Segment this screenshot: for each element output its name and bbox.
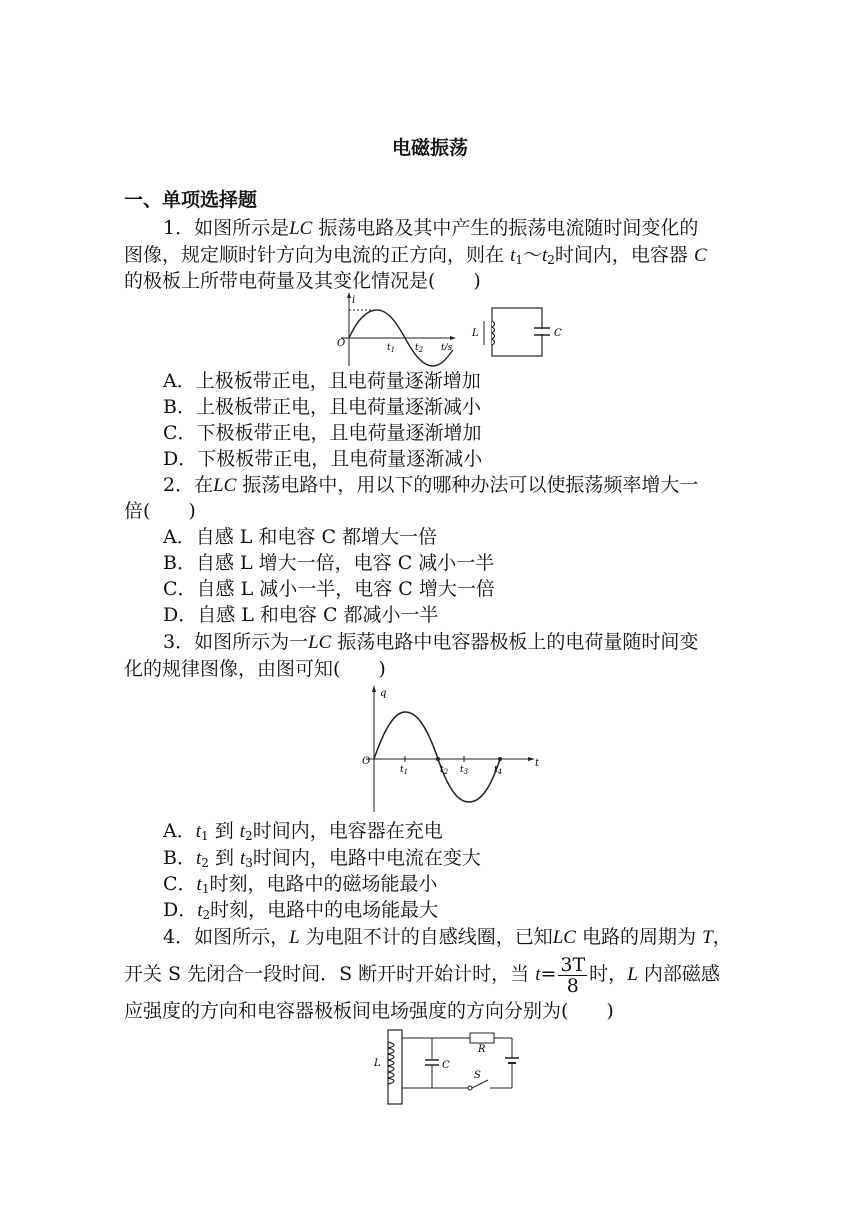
q3-option-a: A．$t_1$ 到 $t_2$时间内，电容器在充电 — [163, 820, 443, 843]
lc-circuit-diagram — [470, 305, 570, 360]
tick-t3: $t_3$ — [460, 765, 469, 776]
question-1-line-2: 图像，规定顺时针方向为电流的正方向，则在 $t_1\sim t_2$时间内，电容器 C — [124, 244, 707, 267]
tick-t4: $t_4$ — [494, 765, 503, 776]
fraction-3t-over-8: $\frac{3T}{8}$ — [560, 953, 586, 997]
tick-t1: $t_1$ — [387, 343, 396, 354]
question-2-line-2: 倍( ) — [124, 500, 196, 522]
capacitor-label: C — [554, 328, 562, 339]
question-4-line-2: 开关 S 先闭合一段时间．S 断开时开始计时，当 t= $\frac{3T}{8}$ 时，L 内部磁感 — [124, 953, 720, 997]
q2-option-b: B．自感 L 增大一倍，电容 C 减小一半 — [163, 552, 495, 574]
tick-t2: $t_2$ — [415, 343, 424, 354]
axis-label-t: t — [535, 758, 540, 769]
q2-option-d: D．自感 L 和电容 C 都减小一半 — [163, 604, 439, 626]
q2-option-c: C．自感 L 减小一半，电容 C 增大一倍 — [163, 578, 495, 600]
axis-label-ts: t/s — [441, 343, 453, 353]
origin-label: O — [362, 756, 371, 767]
inductor-label: L — [374, 1058, 381, 1069]
q1-option-c: C．下极板带正电，且电荷量逐渐增加 — [163, 422, 482, 444]
lrc-switch-circuit-diagram — [370, 1028, 530, 1108]
q1-option-d: D．下极板带正电，且电荷量逐渐减小 — [163, 448, 483, 470]
question-3-line-2: 化的规律图像，由图可知( ) — [124, 658, 386, 680]
inductor-label: L — [472, 328, 479, 339]
axis-label-q: q — [380, 688, 387, 699]
tick-t2: $t_2$ — [440, 765, 449, 776]
page-title: 电磁振荡 — [391, 137, 468, 159]
question-2-line-1: 2．在LC 振荡电路中，用以下的哪种办法可以使振荡频率增大一 — [163, 474, 699, 496]
tick-t1: $t_1$ — [400, 765, 409, 776]
q3-option-d: D．$t_2$时刻，电路中的电场能最大 — [163, 899, 439, 922]
capacitor-label: C — [442, 1060, 450, 1071]
switch-label: S — [474, 1070, 481, 1081]
q3-option-c: C．$t_1$时刻，电路中的磁场能最小 — [163, 873, 438, 896]
question-1-line-1: 1．如图所示是LC 振荡电路及其中产生的振荡电流随时间变化的 — [163, 217, 699, 239]
question-1-line-3: 的极板上所带电荷量及其变化情况是( ) — [124, 270, 481, 292]
q2-option-a: A．自感 L 和电容 C 都增大一倍 — [163, 526, 438, 548]
resistor-label: R — [478, 1044, 486, 1055]
axis-label-i: i — [352, 295, 356, 306]
question-4-line-1: 4．如图所示，L 为电阻不计的自感线圈，已知LC 电路的周期为 T， — [163, 926, 732, 948]
section-heading: 一、单项选择题 — [124, 189, 258, 211]
question-4-line-3: 应强度的方向和电容器极板间电场强度的方向分别为( ) — [124, 1000, 614, 1022]
current-time-graph — [335, 290, 465, 368]
charge-time-graph — [360, 684, 545, 814]
question-3-line-1: 3．如图所示为一LC 振荡电路中电容器极板上的电荷量随时间变 — [163, 631, 699, 653]
q3-option-b: B．$t_2$ 到 $t_3$时间内，电路中电流在变大 — [163, 847, 481, 870]
q1-option-b: B．上极板带正电，且电荷量逐渐减小 — [163, 396, 481, 418]
origin-label: O — [337, 338, 346, 349]
q1-option-a: A．上极板带正电，且电荷量逐渐增加 — [163, 370, 481, 392]
